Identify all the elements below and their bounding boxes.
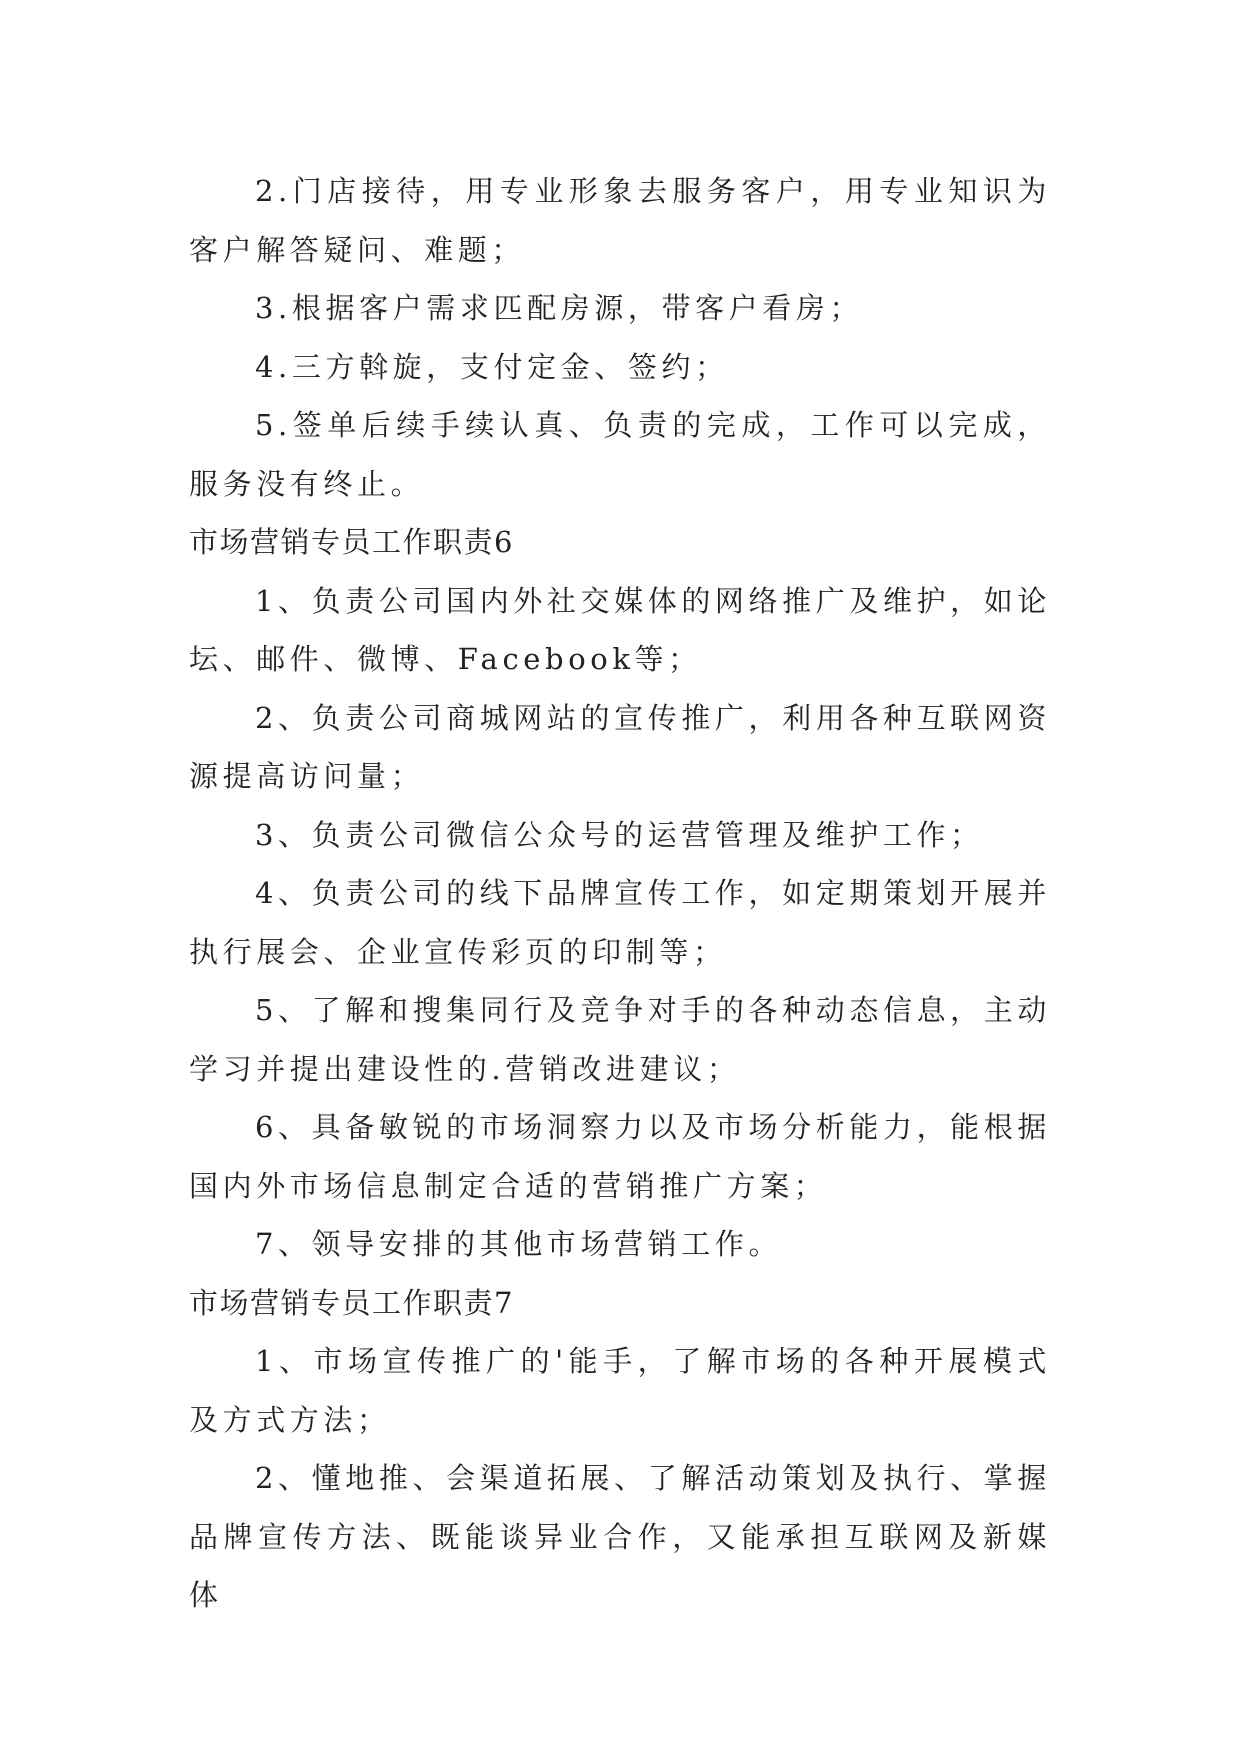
- list-item-paragraph: 1、市场宣传推广的'能手，了解市场的各种开展模式及方式方法；: [189, 1344, 1051, 1437]
- list-item-paragraph: 1、负责公司国内外社交媒体的网络推广及维护，如论坛、邮件、微博、Facebook等；: [189, 583, 1051, 676]
- list-item-paragraph: 2.门店接待，用专业形象去服务客户，用专业知识为客户解答疑问、难题；: [189, 174, 1051, 267]
- list-item-paragraph: 7、领导安排的其他市场营销工作。: [255, 1227, 783, 1261]
- list-item-paragraph: 4、负责公司的线下品牌宣传工作，如定期策划开展并执行展会、企业宣传彩页的印制等；: [189, 876, 1051, 969]
- list-item-paragraph: 6、具备敏锐的市场洞察力以及市场分析能力，能根据国内外市场信息制定合适的营销推广方案；: [189, 1110, 1051, 1203]
- list-item-paragraph: 3.根据客户需求匹配房源，带客户看房；: [255, 291, 864, 325]
- list-item-paragraph: 2、懂地推、会渠道拓展、了解活动策划及执行、掌握品牌宣传方法、既能谈异业合作，又能承担互联网及新媒体: [189, 1461, 1051, 1612]
- list-item-paragraph: 3、负责公司微信公众号的运营管理及维护工作；: [255, 817, 984, 852]
- list-item-paragraph: 2、负责公司商城网站的宣传推广，利用各种互联网资源提高访问量；: [189, 700, 1051, 793]
- document-body: [189, 162, 1051, 1625]
- section-heading: 市场营销专员工作职责7: [189, 1285, 514, 1320]
- section-heading: 市场营销专员工作职责6: [189, 525, 514, 559]
- list-item-paragraph: 5.签单后续手续认真、负责的完成，工作可以完成，服务没有终止。: [189, 408, 1051, 501]
- list-item-paragraph: 4.三方斡旋，支付定金、签约；: [255, 349, 729, 384]
- list-item-paragraph: 5、了解和搜集同行及竞争对手的各种动态信息，主动学习并提出建设性的.营销改进建议；: [189, 993, 1051, 1086]
